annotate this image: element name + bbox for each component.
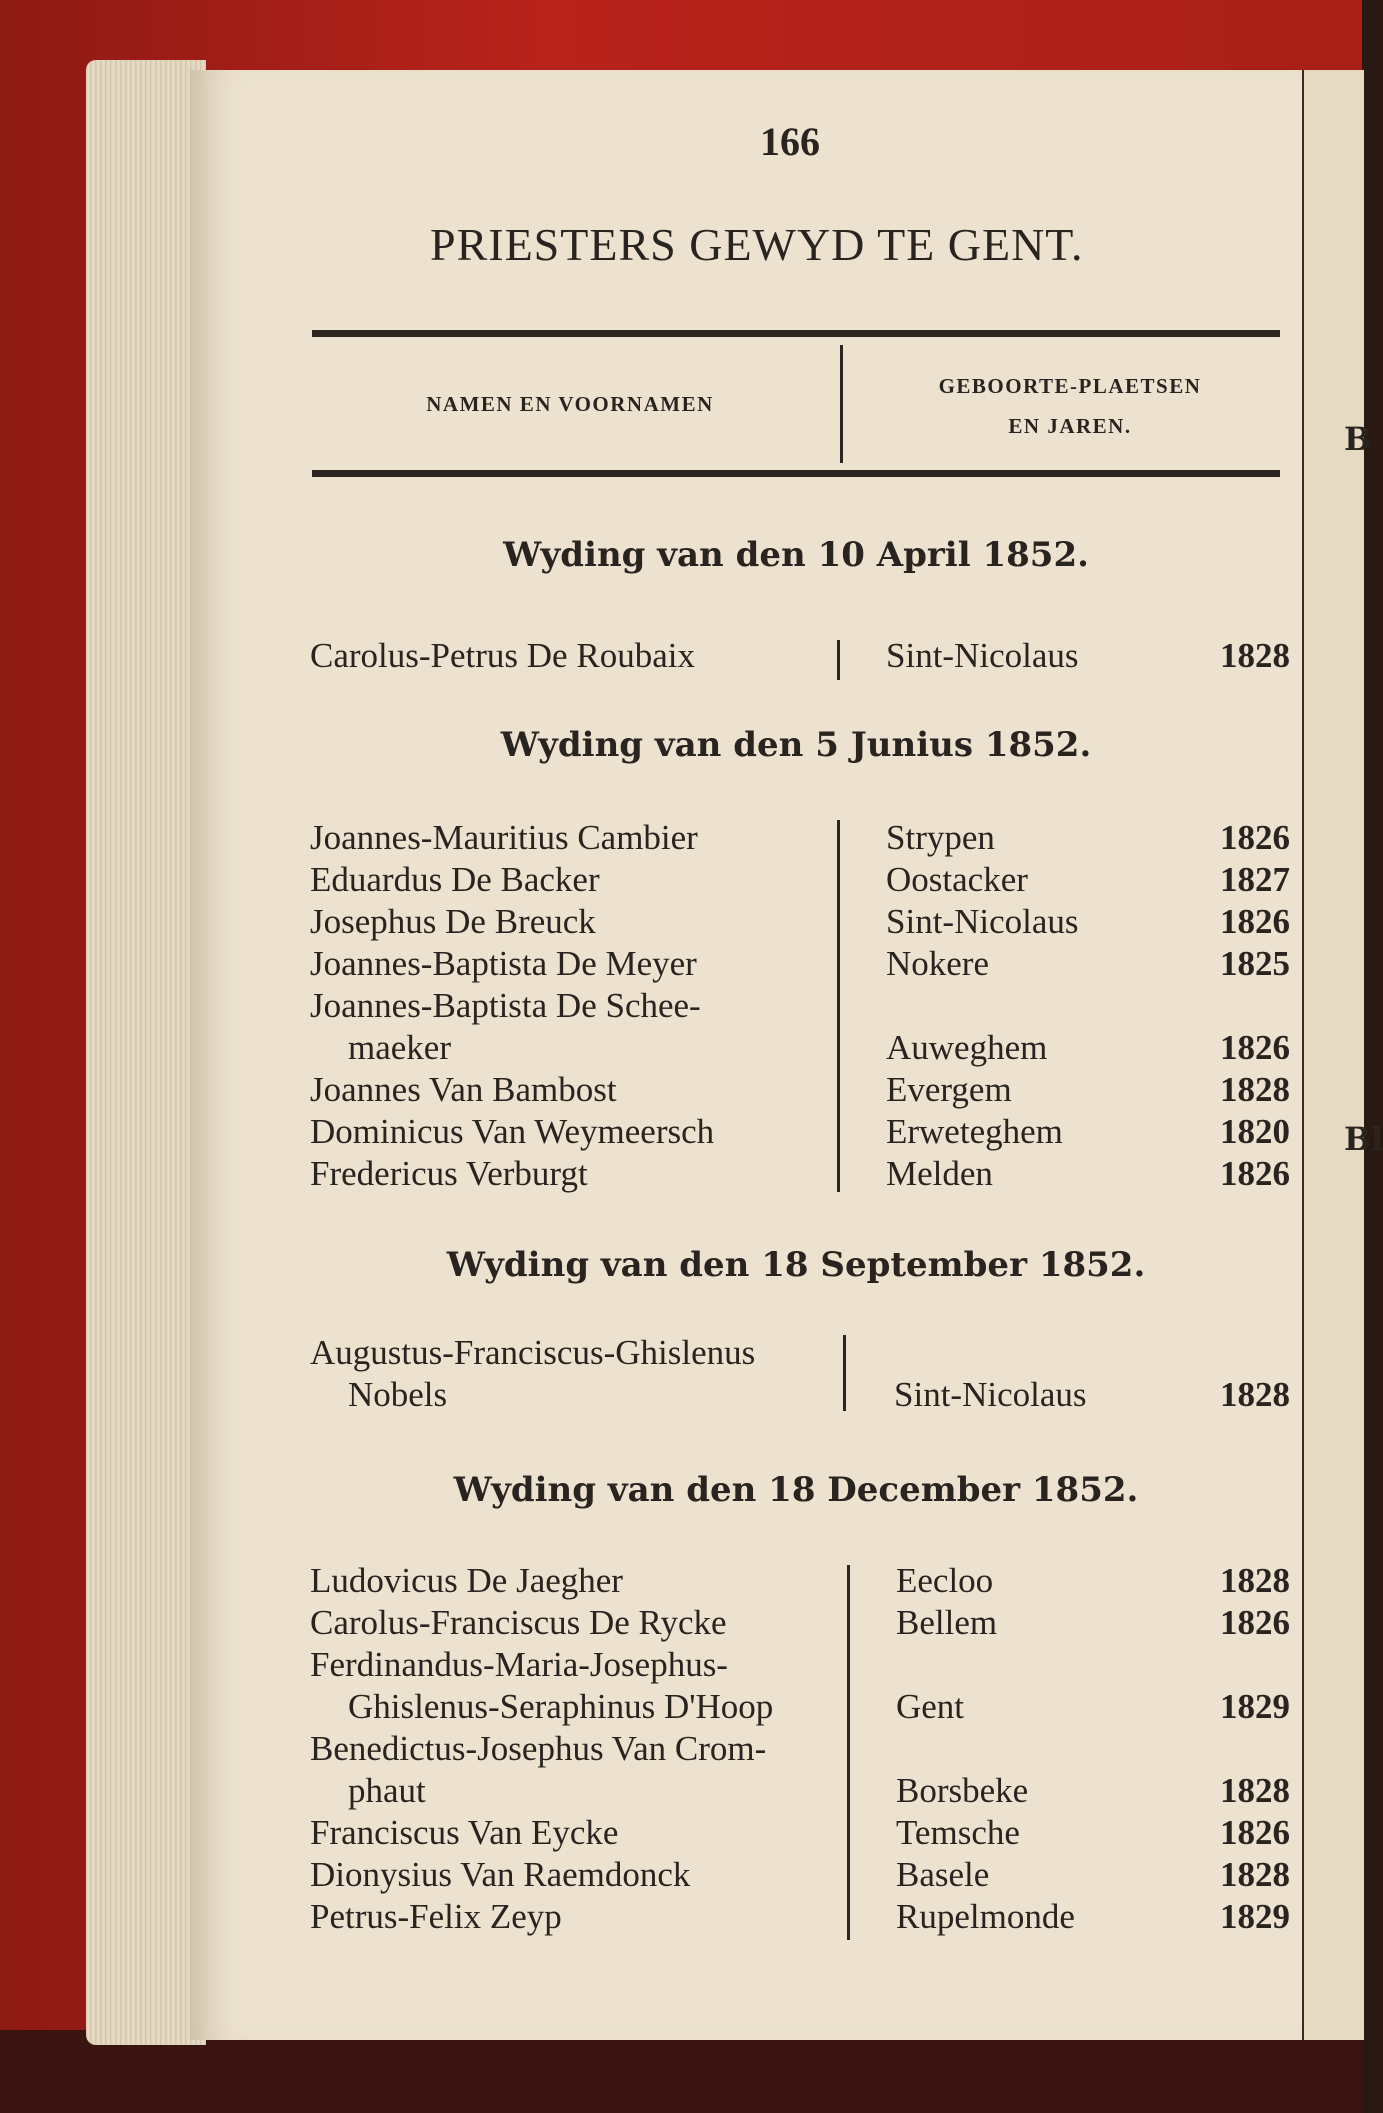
column-header-places-line2: EN JAREN.: [1008, 414, 1132, 438]
row-name: Ludovicus De Jaegher: [310, 1561, 623, 1600]
row-year: 1826: [1220, 818, 1290, 857]
row-name: Eduardus De Backer: [310, 860, 600, 899]
row-place: Bellem: [896, 1603, 998, 1642]
section-heading: Wyding van den 18 September 1852.: [446, 1245, 1146, 1285]
row-name-continued: Ghislenus-Seraphinus D'Hoop: [348, 1687, 774, 1726]
row-name-continued: Nobels: [348, 1375, 448, 1414]
row-name: Carolus-Petrus De Roubaix: [310, 636, 695, 675]
row-name: Joannes Van Bambost: [310, 1070, 617, 1109]
row-year: 1829: [1220, 1897, 1290, 1936]
row-name: Benedictus-Josephus Van Crom-: [310, 1729, 767, 1768]
table-row: [310, 1603, 1290, 1645]
row-year: 1826: [1220, 1603, 1290, 1642]
row-place: Melden: [886, 1154, 993, 1193]
row-place: Gent: [896, 1687, 965, 1726]
header-divider: [840, 345, 843, 463]
row-place: Sint-Nicolaus: [894, 1375, 1087, 1414]
table-row: [310, 1154, 1290, 1196]
table-row: [310, 1561, 1290, 1603]
row-place: Erweteghem: [886, 1112, 1063, 1151]
row-place: Rupelmonde: [896, 1897, 1075, 1936]
section-heading: Wyding van den 10 April 1852.: [503, 535, 1089, 575]
page-edges: [86, 60, 206, 2045]
table-row: [310, 1333, 1290, 1375]
row-year: 1820: [1220, 1112, 1290, 1151]
row-place: Borsbeke: [896, 1771, 1029, 1810]
row-name: Carolus-Franciscus De Rycke: [310, 1603, 727, 1642]
row-name-continued: phaut: [348, 1771, 426, 1810]
row-name: Dionysius Van Raemdonck: [310, 1855, 691, 1894]
row-year: 1827: [1220, 860, 1290, 899]
table-row: [310, 636, 1290, 678]
row-name: Fredericus Verburgt: [310, 1154, 588, 1193]
column-header-places: [890, 366, 1250, 446]
row-year: 1826: [1220, 1028, 1290, 1067]
section-heading: Wyding van den 18 December 1852.: [453, 1470, 1139, 1510]
table-row: [310, 1028, 1290, 1070]
table-row: [310, 1771, 1290, 1813]
row-year: 1828: [1220, 636, 1290, 675]
row-year: 1825: [1220, 944, 1290, 983]
row-year: 1826: [1220, 1813, 1290, 1852]
row-year: 1826: [1220, 902, 1290, 941]
row-name-continued: maeker: [348, 1028, 451, 1067]
table-row: [310, 1897, 1290, 1939]
row-year: 1828: [1220, 1375, 1290, 1414]
row-place: Eecloo: [896, 1561, 994, 1600]
table-row: [310, 818, 1290, 860]
table-row: [310, 860, 1290, 902]
table-row: [310, 1729, 1290, 1771]
row-year: 1826: [1220, 1154, 1290, 1193]
row-name: Dominicus Van Weymeersch: [310, 1112, 715, 1151]
table-row: [310, 1687, 1290, 1729]
table-row: [310, 1645, 1290, 1687]
row-place: Strypen: [886, 818, 995, 857]
row-year: 1828: [1220, 1771, 1290, 1810]
page-number: 166: [760, 119, 820, 164]
table-row: [310, 1070, 1290, 1112]
table-row: [310, 1112, 1290, 1154]
page-title: PRIESTERS GEWYD TE GENT.: [430, 219, 1084, 270]
row-year: 1828: [1220, 1561, 1290, 1600]
row-name: Franciscus Van Eycke: [310, 1813, 619, 1852]
row-name: Petrus-Felix Zeyp: [310, 1897, 562, 1936]
table-row: [310, 1855, 1290, 1897]
row-place: Temsche: [896, 1813, 1020, 1852]
row-place: Sint-Nicolaus: [886, 636, 1079, 675]
next-page-fragment: Bl: [1344, 1120, 1383, 1158]
table-row: [310, 902, 1290, 944]
row-year: 1828: [1220, 1855, 1290, 1894]
table-row: [310, 1375, 1290, 1417]
table-row: [310, 986, 1290, 1028]
row-place: Nokere: [886, 944, 990, 983]
row-name: Joannes-Baptista De Schee-: [310, 986, 701, 1025]
row-place: Sint-Nicolaus: [886, 902, 1079, 941]
column-header-places-line1: GEBOORTE-PLAETSEN: [938, 374, 1202, 398]
row-name: Augustus-Franciscus-Ghislenus: [310, 1333, 756, 1372]
row-year: 1829: [1220, 1687, 1290, 1726]
row-name: Joannes-Mauritius Cambier: [310, 818, 698, 857]
table-row: [310, 1813, 1290, 1855]
row-place: Basele: [896, 1855, 990, 1894]
next-page-edge: [1302, 70, 1383, 2040]
row-year: 1828: [1220, 1070, 1290, 1109]
column-header-names: NAMEN EN VOORNAMEN: [426, 392, 714, 416]
next-page-fragment: B: [1344, 420, 1372, 458]
row-name: Ferdinandus-Maria-Josephus-: [310, 1645, 728, 1684]
row-name: Joannes-Baptista De Meyer: [310, 944, 697, 983]
row-place: Oostacker: [886, 860, 1028, 899]
table-row: [310, 944, 1290, 986]
row-place: Auweghem: [886, 1028, 1048, 1067]
section-heading: Wyding van den 5 Junius 1852.: [500, 725, 1092, 765]
header-rule-bottom: [312, 470, 1280, 477]
row-place: Evergem: [886, 1070, 1012, 1109]
row-name: Josephus De Breuck: [310, 902, 596, 941]
header-rule-top: [312, 330, 1280, 337]
